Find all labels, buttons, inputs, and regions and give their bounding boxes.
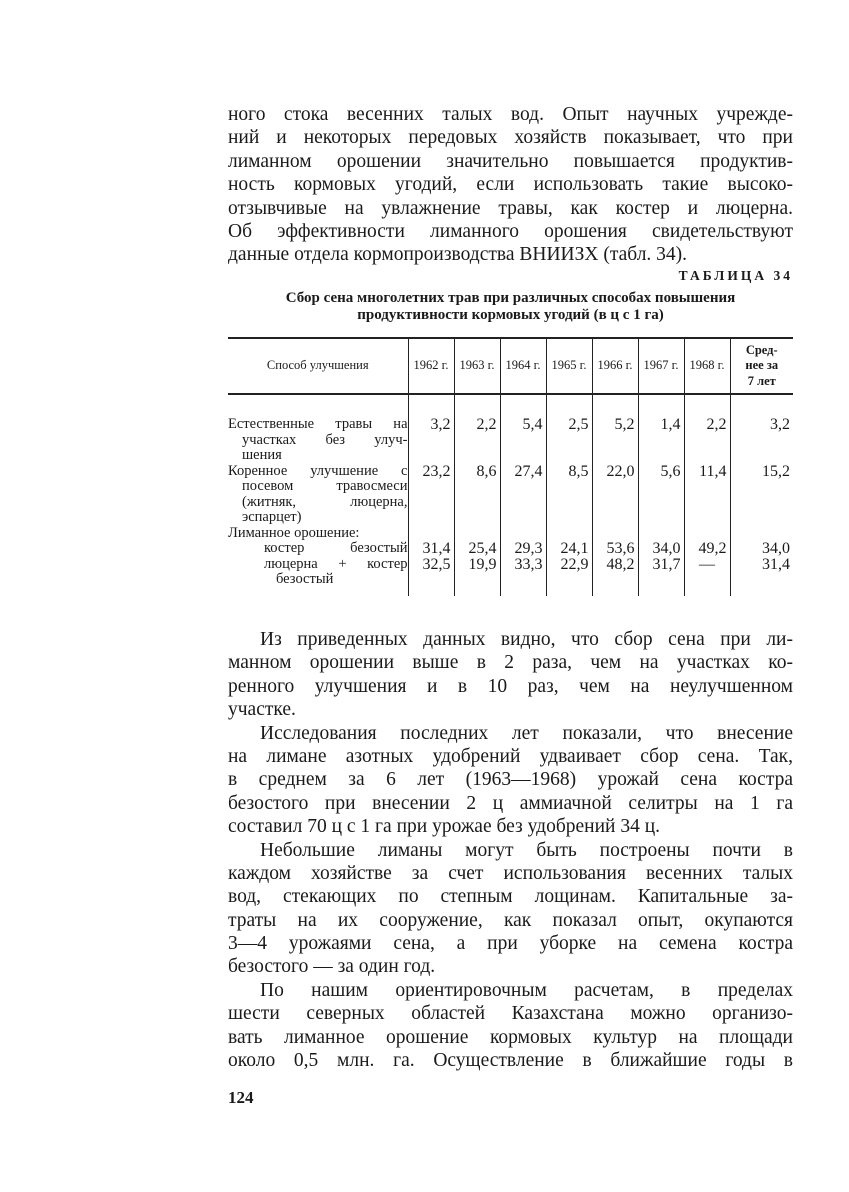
column-header	[730, 338, 793, 394]
spacer-row	[228, 394, 793, 417]
row-label-line: Лиманное орошение:	[228, 524, 360, 541]
table-cell: 3,2	[730, 417, 793, 464]
text-line: 3—4 урожаями сена, а при уборке на семена костра	[228, 933, 793, 955]
table-cell: 15,2	[730, 464, 793, 526]
text-line: ренного улучшения и в 10 раз, чем на неулучшенном	[228, 675, 793, 697]
text-line: около 0,5 млн. га. Осуществление в ближайшие годы в	[228, 1050, 793, 1072]
row-label-line: костер безостый	[264, 540, 408, 556]
text-line: вод, стекающих по степным лощинам. Капитальные за-	[228, 886, 793, 908]
data-table	[228, 337, 793, 596]
spacer-cell	[730, 394, 793, 417]
table-cell	[638, 526, 684, 542]
table-cell: 23,2	[408, 464, 454, 526]
text-line: По нашим ориентировочным расчетам, в пределах	[260, 979, 793, 1001]
text-line: составил 70 ц с 1 га при урожае без удобрений 34 ц.	[228, 816, 661, 838]
table-cell	[730, 526, 793, 542]
row-label	[228, 526, 408, 542]
table-cell: 2,5	[546, 417, 592, 464]
table-cell: 5,4	[500, 417, 546, 464]
table-row	[228, 526, 793, 542]
page-number: 124	[228, 1088, 254, 1107]
text-line: шести северных областей Казахстана можно организо-	[228, 1003, 793, 1025]
column-header: 1962 г.	[408, 338, 454, 394]
table-cell: 32,5	[408, 557, 454, 588]
spacer-cell	[408, 394, 454, 417]
column-header: 1968 г.	[684, 338, 730, 394]
row-label-line: посевом травосмеси	[242, 478, 408, 494]
spacer-cell	[730, 588, 793, 596]
row-label-line: безостый	[276, 571, 334, 587]
table-cell: 5,2	[592, 417, 638, 464]
table-cell: 22,0	[592, 464, 638, 526]
table-row	[228, 541, 793, 557]
text-line: в среднем за 6 лет (1963—1968) урожай сена костра	[228, 769, 793, 791]
table-cell: 8,6	[454, 464, 500, 526]
row-label	[228, 557, 408, 588]
table-cell: 25,4	[454, 541, 500, 557]
row-label	[228, 417, 408, 464]
spacer-cell	[638, 394, 684, 417]
table-row	[228, 464, 793, 526]
column-header-line: 7 лет	[747, 373, 776, 388]
spacer-cell	[638, 588, 684, 596]
table-cell: 11,4	[684, 464, 730, 526]
table-cell: 29,3	[500, 541, 546, 557]
table-cell: 22,9	[546, 557, 592, 588]
text-line: ного стока весенних талых вод. Опыт научных учрежде-	[228, 104, 793, 125]
table-cell: 27,4	[500, 464, 546, 526]
table-cell: 53,6	[592, 541, 638, 557]
table-cell	[500, 526, 546, 542]
paragraph-bottom	[228, 628, 793, 1072]
column-header: 1967 г.	[638, 338, 684, 394]
column-header-line: нее за	[745, 358, 779, 373]
table-label: ТАБЛИЦА 34	[678, 268, 793, 283]
table-cell: —	[684, 557, 730, 588]
table-cell: 3,2	[408, 417, 454, 464]
row-label-line: Естественные травы на	[228, 416, 408, 432]
table-cell: 31,4	[408, 541, 454, 557]
table-cell: 1,4	[638, 417, 684, 464]
text-line: манном орошении выше в 2 раза, чем на участках ко-	[228, 652, 793, 674]
text-line: ность кормовых угодий, если использовать такие высоко-	[228, 174, 793, 196]
spacer-cell	[228, 394, 408, 417]
text-line: траты на их сооружение, как показал опыт, окупаются	[228, 909, 793, 931]
text-line: отзывчивые на увлажнение травы, как костер и люцерна.	[228, 197, 793, 219]
text-line: вать лиманное орошение кормовых культур на площади	[228, 1026, 793, 1048]
text-line: Исследования последних лет показали, что внесение	[260, 722, 793, 744]
table-caption-line: Сбор сена многолетних трав при различных способах повышения	[285, 290, 736, 306]
table-cell: 24,1	[546, 541, 592, 557]
table-header-row	[228, 338, 793, 394]
spacer-cell	[546, 394, 592, 417]
row-label-line: участках без улуч-	[242, 431, 408, 448]
column-header-method: Способ улучшения	[228, 338, 408, 394]
table-cell: 48,2	[592, 557, 638, 588]
table-row	[228, 557, 793, 588]
table-cell	[408, 526, 454, 542]
table-cell: 31,4	[730, 557, 793, 588]
text-line: каждом хозяйстве за счет использования весенних талых	[228, 862, 793, 884]
spacer-cell	[684, 394, 730, 417]
spacer-cell	[454, 588, 500, 596]
text-line: данные отдела кормопроизводства ВНИИЗХ (табл. 34).	[228, 244, 688, 266]
column-header: 1964 г.	[500, 338, 546, 394]
row-label	[228, 541, 408, 557]
table-cell: 19,9	[454, 557, 500, 588]
text-line: Небольшие лиманы могут быть построены почти в	[260, 839, 793, 861]
spacer-cell	[228, 588, 408, 596]
paragraph-top	[228, 103, 793, 267]
row-label-line: эспарцет)	[242, 509, 302, 525]
text-line: участке.	[228, 699, 296, 721]
table-cell: 49,2	[684, 541, 730, 557]
spacer-cell	[592, 588, 638, 596]
spacer-cell	[408, 588, 454, 596]
text-line: безостого — за один год.	[228, 956, 436, 978]
table-body	[228, 394, 793, 596]
row-label-line: люцерна + костер	[264, 555, 408, 572]
table-cell: 5,6	[638, 464, 684, 526]
table-cell: 31,7	[638, 557, 684, 588]
spacer-cell	[592, 394, 638, 417]
row-label-line: (житняк, люцерна,	[242, 493, 408, 510]
column-header: 1965 г.	[546, 338, 592, 394]
table-cell: 2,2	[684, 417, 730, 464]
spacer-cell	[500, 588, 546, 596]
spacer-cell	[454, 394, 500, 417]
table-cell: 2,2	[454, 417, 500, 464]
table-cell: 8,5	[546, 464, 592, 526]
column-header: 1966 г.	[592, 338, 638, 394]
row-label	[228, 464, 408, 526]
table-cell	[684, 526, 730, 542]
spacer-cell	[684, 588, 730, 596]
text-line: Из приведенных данных видно, что сбор сена при ли-	[260, 629, 793, 650]
text-line: на лимане азотных удобрений удваивает сбор сена. Так,	[228, 745, 793, 767]
column-header: 1963 г.	[454, 338, 500, 394]
table-cell	[592, 526, 638, 542]
table-caption	[228, 290, 793, 324]
column-header-line: Сред-	[745, 342, 778, 357]
text-line: ний и некоторых передовых хозяйств показывает, что при	[228, 127, 793, 149]
row-label-line: шения	[242, 447, 282, 463]
text-line: лиманном орошении значительно повышается продуктив-	[228, 150, 793, 172]
table-cell: 34,0	[730, 541, 793, 557]
table-cell: 33,3	[500, 557, 546, 588]
table-cell	[546, 526, 592, 542]
table-cell: 34,0	[638, 541, 684, 557]
table-caption-line: продуктивности кормовых угодий (в ц с 1 га)	[357, 307, 664, 323]
row-label-line: Коренное улучшение с	[228, 462, 408, 479]
spacer-row	[228, 588, 793, 596]
spacer-cell	[500, 394, 546, 417]
spacer-cell	[546, 588, 592, 596]
table-row	[228, 417, 793, 464]
text-line: безостого при внесении 2 ц аммиачной селитры на 1 га	[228, 792, 793, 814]
text-line: Об эффективности лиманного орошения свидетельствуют	[228, 220, 793, 242]
table-cell	[454, 526, 500, 542]
